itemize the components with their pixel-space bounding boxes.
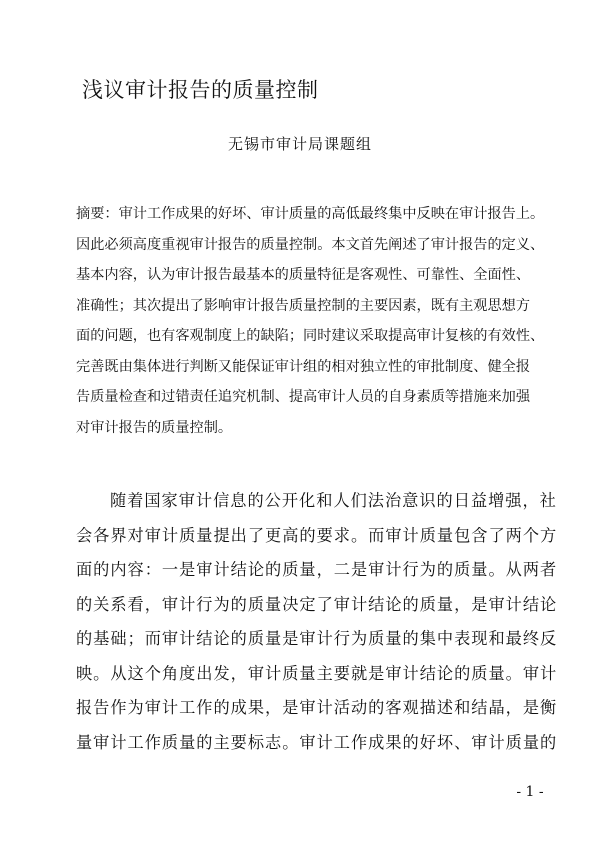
body-line: 报告作为审计工作的成果，是审计活动的客观描述和结晶，是衡 xyxy=(76,698,558,717)
body-paragraph xyxy=(76,484,558,760)
abstract-line: 对审计报告的质量控制。 xyxy=(76,419,233,436)
abstract-line: 完善既由集体进行判断又能保证审计组的相对独立性的审批制度、健全报 xyxy=(76,358,531,375)
abstract-line: 基本内容，认为审计报告最基本的质量特征是客观性、可靠性、全面性、 xyxy=(76,267,531,283)
body-line: 的基础；而审计结论的质量是审计行为质量的集中表现和最终反 xyxy=(76,629,558,648)
body-line: 面的内容：一是审计结论的质量，二是审计行为的质量。从两者 xyxy=(76,560,558,579)
body-line: 映。从这个角度出发，审计质量主要就是审计结论的质量。审计 xyxy=(76,663,558,683)
abstract-line: 准确性；其次提出了影响审计报告质量控制的主要因素，既有主观思想方 xyxy=(76,297,531,314)
page-number: - 1 - xyxy=(516,784,544,800)
abstract-line: 摘要：审计工作成果的好坏、审计质量的高低最终集中反映在审计报告上。 xyxy=(76,206,545,222)
document-author: 无锡市审计局课题组 xyxy=(227,135,372,153)
body-line: 的关系看，审计行为的质量决定了审计结论的质量，是审计结论 xyxy=(76,594,558,614)
body-line: 量审计工作质量的主要标志。审计工作成果的好坏、审计质量的 xyxy=(76,732,558,752)
body-line: 随着国家审计信息的公开化和人们法治意识的日益增强，社 xyxy=(110,491,557,510)
abstract-line: 告质量检查和过错责任追究机制、提高审计人员的自身素质等措施来加强 xyxy=(76,389,531,405)
abstract-block xyxy=(76,199,545,443)
body-line: 会各界对审计质量提出了更高的要求。而审计质量包含了两个方 xyxy=(76,525,558,545)
document-title: 浅议审计报告的质量控制 xyxy=(82,78,319,102)
abstract-line: 面的问题，也有客观制度上的缺陷；同时建议采取提高审计复核的有效性、 xyxy=(76,328,545,344)
abstract-line: 因此必须高度重视审计报告的质量控制。本文首先阐述了审计报告的定义、 xyxy=(76,236,545,253)
